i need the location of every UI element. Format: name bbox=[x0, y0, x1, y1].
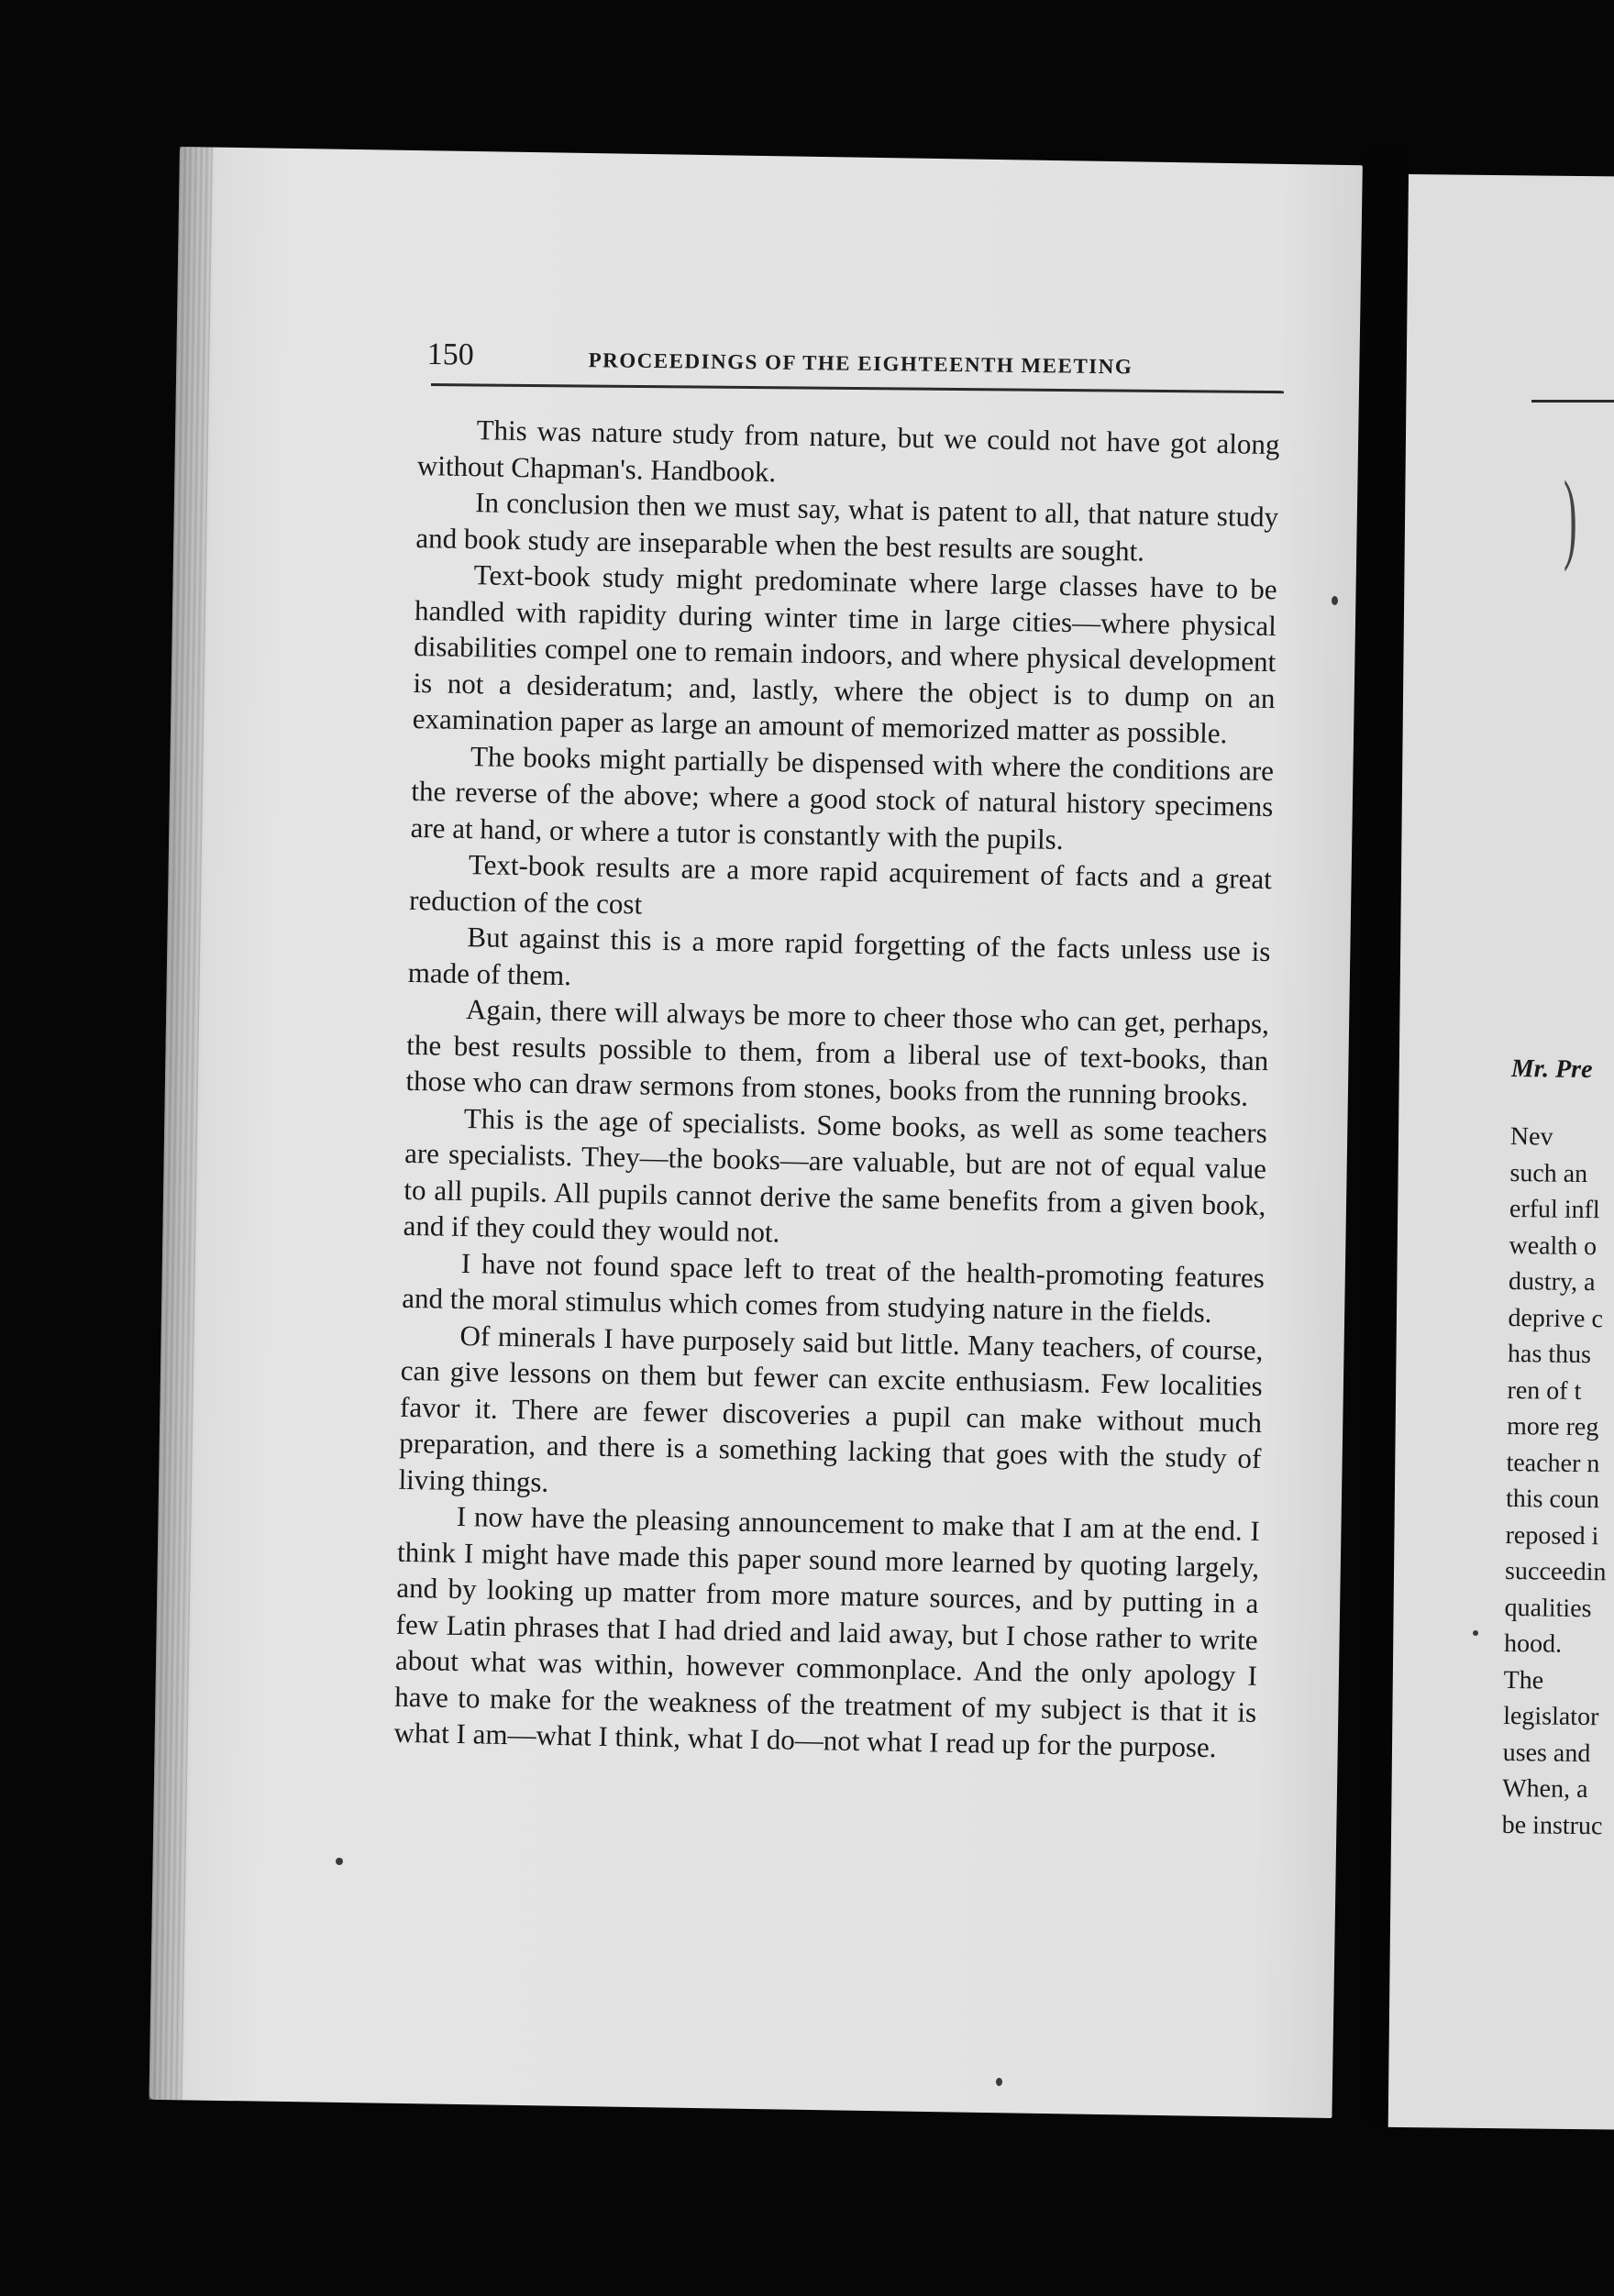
facing-page-line: more reg bbox=[1506, 1411, 1599, 1442]
facing-page-line: succeedin bbox=[1504, 1556, 1607, 1587]
running-head-title: PROCEEDINGS OF THE EIGHTEENTH MEETING bbox=[588, 348, 1133, 379]
paragraph: Text-book results are a more rapid acquirement of facts and a great reduction of the cost bbox=[408, 848, 1273, 921]
facing-page-header-rule bbox=[1531, 400, 1614, 403]
facing-page-line: uses and bbox=[1502, 1738, 1591, 1768]
facing-page-line: The bbox=[1503, 1665, 1544, 1694]
paragraph: This was nature study from nature, but we could not have got along without Chapman's. Handbook. bbox=[416, 414, 1280, 488]
facing-page-text bbox=[1501, 1054, 1614, 1845]
paragraph: This is the age of specialists. Some books, as well as some teachers are specialists. They—the books—are valuable, but are not of equal value to all pupils. All pupils cannot derive the same benefits from a given book, and if they could they would not. bbox=[403, 1101, 1268, 1249]
facing-page-line: deprive c bbox=[1508, 1303, 1604, 1333]
facing-page-line: this coun bbox=[1505, 1484, 1600, 1515]
facing-page-line: dustry, a bbox=[1508, 1266, 1596, 1297]
paragraph: Of minerals I have purposely said but little. Many teachers, of course, can give lessons on them but fewer can excite enthusiasm. Few localities favor it. There are fewer discoveries a pupil can make without much preparation, and there is a something lacking that goes with the study of living things. bbox=[398, 1319, 1264, 1498]
dust-speck bbox=[336, 1858, 343, 1865]
facing-page-line: has thus bbox=[1507, 1339, 1592, 1370]
facing-page-line: hood. bbox=[1503, 1628, 1563, 1659]
facing-page-line: erful infl bbox=[1509, 1194, 1600, 1225]
facing-page-lines bbox=[1501, 1119, 1614, 1845]
dust-speck bbox=[1473, 1630, 1478, 1636]
facing-page-line: When, a bbox=[1502, 1773, 1588, 1805]
page-number: 150 bbox=[426, 337, 474, 372]
facing-page-line: ren of t bbox=[1507, 1375, 1582, 1406]
facing-page-line: legislator bbox=[1502, 1701, 1599, 1732]
facing-page-heading: Mr. Pre bbox=[1510, 1054, 1593, 1085]
paragraph: I have not found space left to treat of the health-promoting features and the moral stimulus which comes from studying nature in the fields. bbox=[401, 1246, 1266, 1330]
facing-page-line: qualities bbox=[1504, 1593, 1592, 1623]
facing-page-line: wealth o bbox=[1509, 1231, 1597, 1261]
paragraph: Text-book study might predominate where large classes have to be handled with rapidity during winter time in large cities—where physical disabilities compel one to remain indoors, and where physical development is not a desideratum; and, lastly, where the object is to dump on an examination paper as large an amount of memorized matter as possible. bbox=[412, 558, 1277, 750]
facing-page-line: reposed i bbox=[1505, 1520, 1599, 1551]
paragraph: The books might partially be dispensed with where the conditions are the reverse of the above; where a good stock of natural history specimens are at hand, or where a tutor is constantly with the pupils. bbox=[410, 739, 1275, 855]
facing-page-bracket-mark: ) bbox=[1563, 460, 1577, 572]
facing-page-line: be instruc bbox=[1501, 1810, 1603, 1840]
paragraph: In conclusion then we must say, what is patent to all, that nature study and book study are inseparable when the best results are sought. bbox=[415, 486, 1279, 568]
facing-page-line: Nev bbox=[1509, 1121, 1553, 1152]
paragraph: Again, there will always be more to cheer those who can get, perhaps, the best results possible to them, from a liberal use of text-books, than those who can draw sermons from stones, books from the running brooks. bbox=[405, 993, 1270, 1112]
dust-speck bbox=[1332, 596, 1338, 605]
paragraph: But against this is a more rapid forgetting of the facts unless use is made of them. bbox=[407, 921, 1271, 991]
facing-page-line: such an bbox=[1509, 1158, 1588, 1188]
facing-page-line: teacher n bbox=[1506, 1448, 1600, 1478]
paragraph: I now have the pleasing announcement to make that I am at the end. I think I might have made this paper sound more learned by quoting largely, and by looking up matter from more mature sources, and by putting in a few Latin phrases that I had dried and laid away, but I chose rather to write about what was within, however commonplace. And the only apology I have to make for the weakness of the treatment of my subject is that it is what I am—what I think, what I do—not what I read up for the purpose. bbox=[393, 1499, 1261, 1764]
dust-speck bbox=[996, 2078, 1002, 2086]
body-text bbox=[393, 411, 1280, 1766]
page-edge-shading bbox=[149, 147, 213, 2100]
